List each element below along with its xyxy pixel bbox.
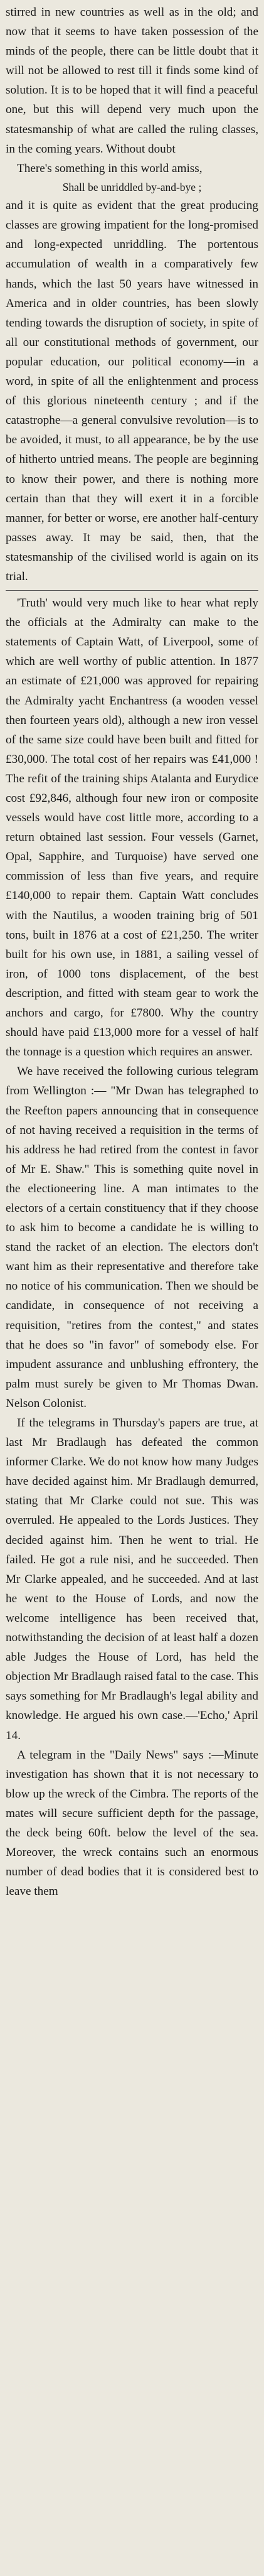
paragraph-admiralty: 'Truth' would very much like to hear what reply the officials at the Admiralty can make to the statements of Captain Watt, of Liverpool, some of which are well worthy of public attention. In 1877 an estimate of £21,000 was approved for repairing the Admiralty yacht Enchantress (a wooden vessel then fourteen years old), although a new iron vessel of the same size could have been built and fitted for £30,000. The total cost of her repairs was £41,000 ! The refit of the training ships Atalanta and Eurydice cost £92,846, although four new iron or composite vessels would have cost little more, according to a return obtained last session. Four vessels (Garnet, Opal, Sapphire, and Turquoise) have served one commission of less than five years, and require £140,000 to repair them. Captain Watt concludes with the Nautilus, a wooden training brig of 501 tons, built in 1876 at a cost of £21,250. The writer built for his own use, in 1881, a sailing vessel of iron, of 1000 tons displacement, of the best description, and fitted with steam gear to work the anchors and cargo, for £7800. Why the country should have paid £13,000 more for a vessel of half the tonnage is a question which requires an answer. [6,596,258,1059]
quote-verse-line: Shall be unriddled by-and-bye ; [62,180,202,193]
paragraph-bradlaugh: If the telegrams in Thursday's papers are true, at last Mr Bradlaugh has defeated the common informer Clarke. We do not know how many Judges have decided against him. Mr Bradlaugh demurred, stating that Mr Clarke could not sue. This was overruled. He appealed to the Lords Justices. They decided against him. Then he went to trial. He failed. He got a rule nisi, and he succeeded. Then Mr Clarke appealed, and he succeeded. And at last he went to the House of Lords, and now the welcome intelligence has been received that, notwithstanding the decision of at least half a dozen able Judges the House of Lord, has held the objection Mr Bradlaugh raised fatal to the case. This says something for Mr Bradlaugh's legal ability and knowledge. He argued his own case.—'Echo,' April 14. [6,1416,258,1742]
paragraph-dwan-telegram: We have received the following curious telegram from Wellington :— "Mr Dwan has telegraphed to the Reefton papers announcing that in consequence of not having received a requisition in the terms of his address he had retired from the contest in favor of Mr E. Shaw." This is something quite novel in the electioneering line. A man intimates to the electors of a certain constituency that if they choose to ask him to become a candidate he is willing to stand the racket of an election. The electors don't want him as their representative and therefore take no notice of his communication. Then we should be candidate, in consequence of not receiving a requisition, "retires from the contest," and states that he does so "in favor" of somebody else. For impudent assurance and unblushing effrontery, the palm must surely be given to Mr Thomas Dwan. Nelson Colonist. [6,1065,258,1410]
paragraph-wealth-question: stirred in new countries as well as in the old; and now that it seems to have taken possession of the minds of the people, there can be little doubt that it will not be allowed to rest till it finds some kind of solution. It is to be hoped that it will find a peaceful one, but this will depend very much upon the statesmanship of what are called the ruling classes, in the coming years. Without doubt [6,6,258,156]
quote-lead-line: There's something in this world amiss, [17,161,203,175]
column-divider [6,590,258,591]
paragraph-statesmanship: and it is quite as evident that the great producing classes are growing impatient for the long-promised and long-expected unriddling. The portentous accumulation of wealth in a comparatively few hands, which the last 50 years have witnessed in America and in older countries, has been slowly tending towards the disruption of society, in spite of all our constitutional methods of government, our popular education, our political economy—in a word, in spite of all the enlightenment and process of this glorious nineteenth century ; and if the catastrophe—a general convulsive revolution—is to be avoided, it must, to all appearance, be by the use of hitherto untried means. The people are beginning to know their power, and there is nothing more certain than that they will exert it in a forcible manner, for better or worse, ere another half-century passes away. It may be said, then, that the statesmanship of the civilised world is again on its trial. [6,199,258,583]
paragraph-cimbra-telegram: A telegram in the "Daily News" says :—Minute investigation has shown that it is not necessary to blow up the wreck of the Cimbra. The reports of the mates will secure sufficient depth for the passage, the deck being 60ft. below the level of the sea. Moreover, the wreck contains such an enormous number of dead bodies that it is considered best to leave them [6,1748,258,1899]
